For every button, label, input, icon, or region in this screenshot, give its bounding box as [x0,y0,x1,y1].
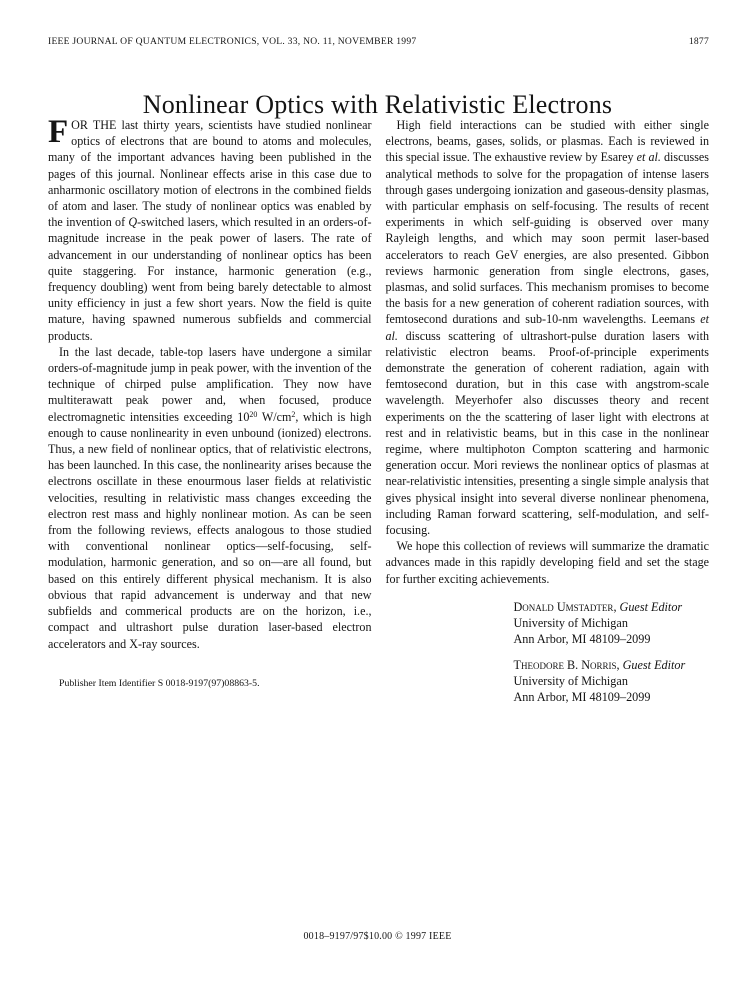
editor-address: Ann Arbor, MI 48109–2099 [513,631,651,646]
left-column [48,114,372,715]
drop-cap: F [48,114,69,150]
running-head [48,36,709,47]
intro-paragraph [48,114,372,344]
two-column-body [48,114,709,715]
editor-name-line: Donald Umstadter, Guest Editor [513,599,683,614]
right-paragraph-1: High field interactions can be studied with either single electrons, beams, gases, solids, or plasmas. Each is reviewed in this special issue. The exhaustive review by Esarey et al. discusses analytical methods to solve for the propagation of intense lasers through gases undergoing ionization and gaseous-density plasmas, with particular emphasis on self-focusing. The results of recent experiments in which self-guiding is observed over many Rayleigh lengths, and which may soon permit laser-based accelerators to reach GeV energies, are also presented. Gibbon reviews harmonic generation from single electrons, gases, plasmas, and solid surfaces. This mechanism promises to become the basis for a new generation of coherent radiation sources, with femtosecond durations and sub-10-nm wavelengths. Leemans et al. discuss scattering of ultrashort-pulse duration lasers with relativistic electron beams. Proof-of-principle experiments demonstrate the generation of coherent radiation, again with femtosecond duration, but in this case with angstrom-scale wavelength. Meyerhofer also discusses theory and recent experiments on the the scattering of laser light with electrons at rest and in relativistic beams, but in this case in the nonlinear regime, where multiphoton Compton scattering and harmonic generation occur. Mori reviews the nonlinear optics of plasmas at near-relativistic intensities, presenting a single simple analysis that gives physical insight into several diverse nonlinear phenomena, including Raman forward scattering, self-modulation, and self-focusing. [385,118,709,538]
paper-title: Nonlinear Optics with Relativistic Electrons [142,90,613,120]
editor-entry [514,657,710,705]
editor-entry [514,599,710,647]
editor-affiliation: University of Michigan [513,615,628,630]
page-number: 1877 [688,36,709,47]
publisher-item-identifier-footnote: Publisher Item Identifier S 0018-9197(97)08863-5. [59,677,260,689]
right-paragraph-2: We hope this collection of reviews will summarize the dramatic advances made in this rapidly developing field and set the stage for further exciting achievements. [385,539,709,586]
right-column [386,117,710,715]
editor-address: Ann Arbor, MI 48109–2099 [513,689,651,704]
intro-paragraph-text: OR THE last thirty years, scientists have studied nonlinear optics of electrons that are bound to atoms and molecules, many of the important advances having been published in the pages of this journal. Nonlinear effects arise in this case due to anharmonic oscillatory motion of electrons in the combined fields of atom and laser. The study of nonlinear optics was enabled by the invention of Q-switched lasers, which resulted in an orders-of-magnitude increase in the peak power of lasers. The rate of advancement in our understanding of nonlinear optics has been quite staggering. For instance, harmonic generation (e.g., frequency doubling) went from being barely detectable to almost unity efficiency in just a few short years. Now the field is quite mature, having spawned numerous subfields and commercial products. [48,118,372,343]
left-paragraph-2: In the last decade, table-top lasers have undergone a similar orders-of-magnitude jump in peak power, with the invention of the technique of chirped pulse amplification. They now have multiterawatt peak power and, when focused, produce electromagnetic intensities exceeding $10^{20}$ $W/cm^2$, which is high enough to cause nonlinearity in even unbound (ionized) electrons. Thus, a new field of nonlinear optics, that of relativistic electrons, has been launched. In this case, the nonlinearity arises because the electrons oscillate in these enourmous laser fields at relativistic velocities, resulting in relativistic mass changes exceeding the electron rest mass and highly nonlinear motion. As can be seen from the following reviews, effects analogous to those studied with conventional nonlinear optics—self-focusing, self-modulation, harmonic generation, and so on—are all found, but based on this entirely different physical mechanism. It is also obvious that rapid advancement is underway and that new subfields and commerical products are on the horizon, i.e., compact and ultrashort pulse duration laser-based electron accelerators and X-ray sources. [48,344,372,651]
copyright-footer: 0018–9197/97$10.00 © 1997 IEEE [303,931,452,942]
editor-affiliation: University of Michigan [513,673,628,688]
guest-editors-block [514,599,710,705]
journal-line: IEEE JOURNAL OF QUANTUM ELECTRONICS, VOL. 33, NO. 11, NOVEMBER 1997 [48,36,417,47]
editor-name-line: Theodore B. Norris, Guest Editor [513,657,686,672]
